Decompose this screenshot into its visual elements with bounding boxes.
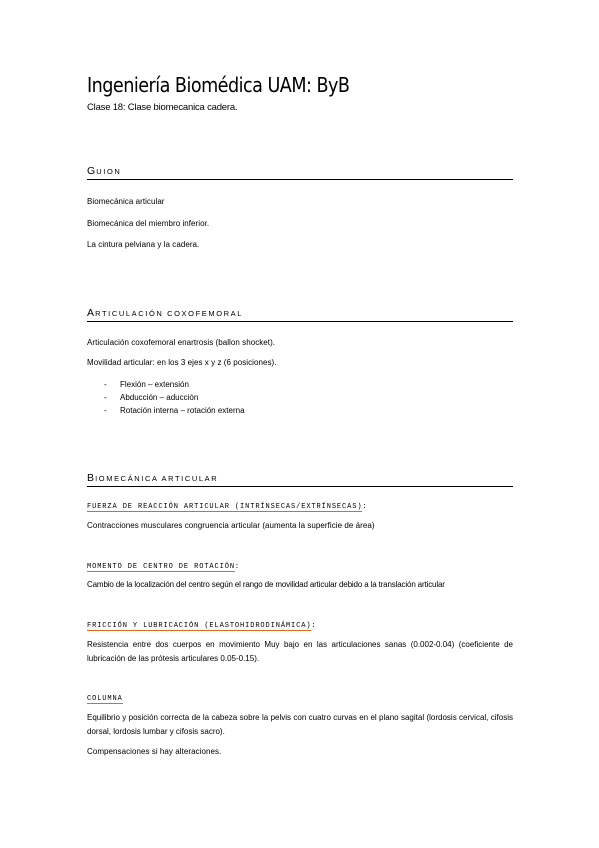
guion-item: Biomecánica articular — [87, 197, 165, 206]
subheading-colon: : — [234, 563, 241, 571]
section-heading-articulacion — [87, 307, 513, 322]
heading-rest: UION — [96, 167, 122, 176]
bullet-item: - Flexión – extensión — [104, 380, 189, 389]
section-heading-biomecanica — [87, 472, 513, 487]
bullet-text: Rotación interna – rotación externa — [120, 406, 245, 415]
document-title: Ingeniería Biomédica UAM: ByB — [87, 73, 350, 97]
guion-item: Biomecánica del miembro inferior. — [87, 219, 210, 228]
section-heading-guion — [87, 165, 513, 180]
subheading-text: FRICCIÓN Y LUBRICACIÓN (ELASTOHIDRODINÁMICA) — [87, 622, 312, 630]
bullet-text: Flexión – extensión — [120, 380, 189, 389]
subheading-text: COLUMNA — [87, 695, 123, 703]
body-paragraph: Resistencia entre dos cuerpos en movimiento Muy bajo en las articulaciones sanas (0.002-0.04) (coeficiente de lubricación de las prótesis articulares 0.05-0.15). — [87, 640, 513, 663]
bullet-text: Abducción – aducción — [120, 393, 199, 402]
heading-initial: G — [87, 165, 97, 177]
articulacion-line: Articulación coxofemoral enartrosis (ballon shocket). — [87, 338, 276, 347]
subheading-colon: : — [362, 503, 368, 511]
heading-rest: IOMECÁNICA ARTICULAR — [95, 474, 219, 483]
body-text: Compensaciones si hay alteraciones. — [87, 747, 222, 756]
subheading-fuerza — [87, 503, 368, 511]
guion-item: La cintura pelviana y la cadera. — [87, 240, 200, 249]
bullet-item: - Abducción – aducción — [104, 393, 199, 402]
heading-initial: A — [87, 307, 96, 319]
subheading-friccion — [87, 622, 317, 630]
document-subtitle: Clase 18: Clase biomecanica cadera. — [87, 102, 238, 113]
subheading-momento — [87, 563, 240, 571]
subheading-colon: : — [311, 622, 317, 630]
subheading-columna — [87, 695, 123, 703]
heading-initial: B — [87, 472, 96, 484]
bullet-item: - Rotación interna – rotación externa — [104, 406, 245, 415]
body-text: Cambio de la localización del centro según el rango de movilidad articular debido a la translación articular — [87, 580, 445, 589]
body-paragraph: Equilibrio y posición correcta de la cabeza sobre la pelvis con cuatro curvas en el plano sagital (lordosis cervical, cifosis dorsal, lordosis lumbar y cifosis sacro). — [87, 713, 513, 736]
subheading-text: MOMENTO DE CENTRO DE ROTACIÓN — [87, 563, 235, 571]
subheading-text: FUERZA DE REACCIÓN ARTICULAR (INTRÍNSECAS/EXTRÍNSECAS) — [87, 503, 363, 511]
heading-rest: RTICULACIÓN COXOFEMORAL — [95, 309, 244, 318]
body-text: Contracciones musculares congruencia articular (aumenta la superficie de área) — [87, 521, 375, 530]
articulacion-line: Movilidad articular: en los 3 ejes x y z (6 posiciones). — [87, 358, 277, 367]
